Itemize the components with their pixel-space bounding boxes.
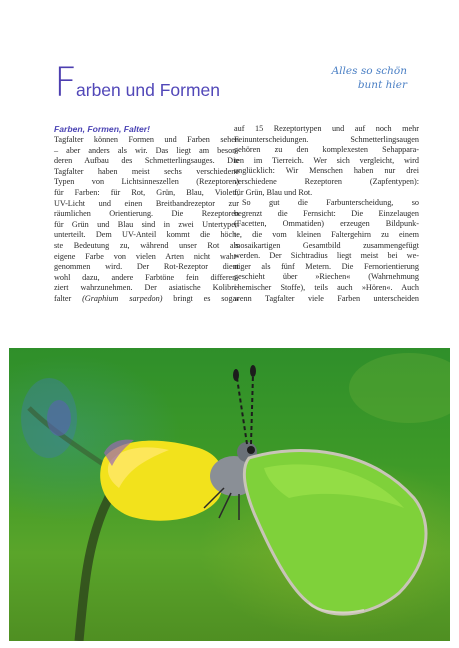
tagline bbox=[297, 64, 407, 92]
text-line: niger als fünf Metern. Die Fernorientierung bbox=[234, 261, 419, 271]
butterfly-antenna bbox=[237, 378, 247, 444]
text-segment: bringt es sogar bbox=[162, 293, 239, 303]
text-line: geschieht über »Riechen« (Wahrnehmung bbox=[234, 272, 419, 282]
text-line: UV-Licht und einen Breitbandrezeptor zur bbox=[54, 198, 239, 208]
text-line: genommen wird. Der Rot-Rezeptor dient bbox=[54, 262, 239, 272]
text-line: für Farben: für Rot, Grün, Blau, Violett, bbox=[54, 187, 239, 197]
text-line: gehören zu den komplexesten Sehappara- bbox=[234, 145, 419, 155]
tagline-line-2: bunt hier bbox=[357, 79, 407, 91]
page-title bbox=[54, 60, 220, 106]
text-column-right bbox=[234, 124, 419, 304]
species-name: (Graphium sarpedon) bbox=[82, 293, 163, 303]
title-initial: F bbox=[54, 60, 77, 106]
text-line: für Grün und Blau sind in zwei Untertypen bbox=[54, 219, 239, 229]
text-line: räumlichen Orientierung. Die Rezeptoren bbox=[54, 209, 239, 219]
text-line: (Facetten, Ommatiden) erzeugen Bildpunk- bbox=[234, 219, 419, 229]
text-line: ziert wahrzunehmen. Der asiatische Kolibri- bbox=[54, 283, 239, 293]
text-line: unglücklich: Wir Menschen haben nur drei bbox=[234, 166, 419, 176]
text-line: verschiedene Rezeptoren (Zapfentypen): bbox=[234, 176, 419, 186]
text-line: mosaikartigen Gesamtbild zusammengefügt bbox=[234, 240, 419, 250]
flower-bud bbox=[47, 400, 71, 436]
butterfly-photo bbox=[9, 348, 450, 641]
antenna-tip bbox=[233, 369, 239, 381]
text-line: deren Aufbau des Schmetterlingsauges. Die bbox=[54, 156, 239, 166]
text-line: werden. Der Sichtradius liegt meist bei we- bbox=[234, 251, 419, 261]
text-column-left bbox=[54, 124, 239, 305]
text-line: unterteilt. Dem UV-Anteil kommt die höch- bbox=[54, 230, 239, 240]
text-line: ten im Tierreich. Wer sich vergleicht, wird bbox=[234, 155, 419, 165]
butterfly-eye bbox=[247, 446, 255, 454]
text-line: Tagfalter können Formen und Farben sehen bbox=[54, 135, 239, 144]
text-line: Typen von Lichtsinneszellen (Rezeptoren) bbox=[54, 177, 239, 187]
butterfly-antenna bbox=[251, 374, 253, 444]
text-line: te, die vom kleinen Faltergehirn zu einem bbox=[234, 229, 419, 239]
section-subheading: Farben, Formen, Falter! bbox=[54, 124, 150, 134]
text-line: chemischer Stoffe), teils auch »Hören«. Auch bbox=[234, 282, 419, 292]
text-line: wohl dazu, andere Farbtöne fein differen- bbox=[54, 272, 239, 282]
text-line: auf 15 Rezeptortypen und auf noch mehr bbox=[234, 124, 419, 133]
text-line: eigene Farbe von vielen Arten nicht wahr- bbox=[54, 251, 239, 261]
text-line: für Grün, Blau und Rot. bbox=[234, 187, 313, 197]
butterfly-leg bbox=[219, 493, 231, 518]
text-line: So gut die Farbunterscheidung, so bbox=[242, 198, 419, 208]
text-line: Tagfalter haben meist sechs verschiedene bbox=[54, 166, 239, 176]
background-bokeh bbox=[349, 353, 450, 423]
text-line-last bbox=[54, 294, 239, 305]
text-line: begrenzt die Fernsicht: Die Einzelaugen bbox=[234, 208, 419, 218]
text-line: Feinunterscheidungen. Schmetterlingsaugen bbox=[234, 134, 419, 144]
antenna-tip bbox=[250, 365, 256, 377]
butterfly-illustration bbox=[9, 348, 450, 641]
text-line: ste Bedeutung zu, während unser Rot als bbox=[54, 240, 239, 250]
title-rest: arben und Formen bbox=[76, 80, 220, 100]
tagline-line-1: Alles so schön bbox=[331, 65, 407, 77]
text-line: wenn Tagfalter viele Farben unterscheiden bbox=[234, 293, 419, 303]
text-segment: falter bbox=[54, 293, 83, 303]
text-line: – aber anders als wir. Das liegt am beson- bbox=[54, 145, 239, 155]
